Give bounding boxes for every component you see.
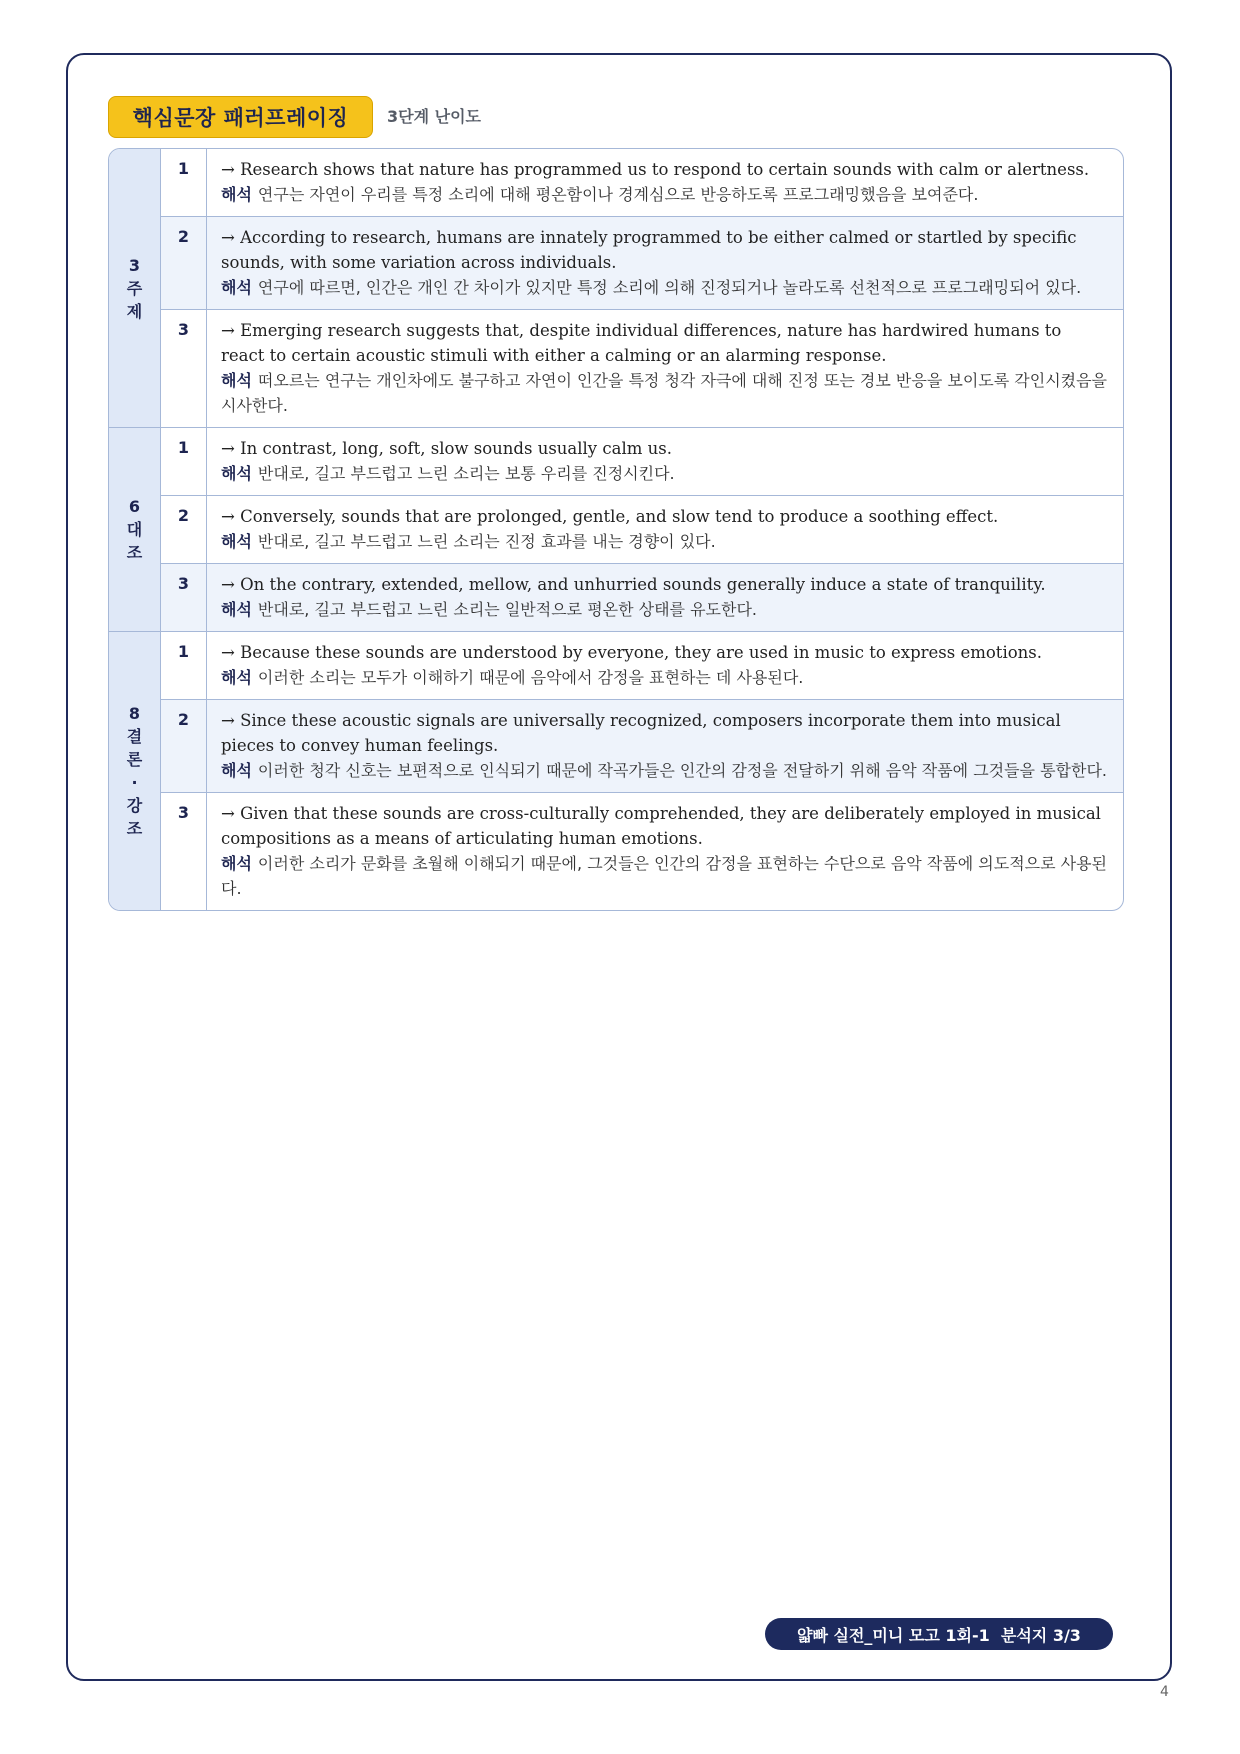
group-topic-label: 6 대 조 <box>126 497 143 562</box>
english-sentence: → Given that these sounds are cross-culturally comprehended, they are deliberately employed in musical compositions as a means of articulating human emotions. <box>221 804 1101 848</box>
korean-translation: 연구에 따르면, 인간은 개인 간 차이가 있지만 특정 소리에 의해 진정되거나 놀라도록 선천적으로 프로그래밍되어 있다. <box>257 278 1082 297</box>
english-sentence: → Research shows that nature has programmed us to respond to certain sounds with calm or alertness. <box>221 160 1090 179</box>
row-number: 1 <box>161 428 207 495</box>
korean-translation: 이러한 소리는 모두가 이해하기 때문에 음악에서 감정을 표현하는 데 사용된다. <box>257 668 804 687</box>
korean-translation: 반대로, 길고 부드럽고 느린 소리는 보통 우리를 진정시킨다. <box>257 464 675 483</box>
table-row <box>161 564 1123 631</box>
footer-label: 얇빠 실전_미니 모고 1회-1 분석지 3/3 <box>765 1618 1113 1650</box>
english-sentence: → On the contrary, extended, mellow, and unhurried sounds generally induce a state of tranquility. <box>221 575 1046 594</box>
table-row <box>161 496 1123 564</box>
english-sentence: → Because these sounds are understood by everyone, they are used in music to express emotions. <box>221 643 1042 662</box>
translation-label: 해석 <box>221 185 252 204</box>
english-sentence: → Since these acoustic signals are universally recognized, composers incorporate them into musical pieces to convey human feelings. <box>221 711 1061 755</box>
translation-label: 해석 <box>221 278 252 297</box>
table-row <box>161 149 1123 217</box>
translation-label: 해석 <box>221 371 252 390</box>
table-group <box>109 632 1123 910</box>
translation-label: 해석 <box>221 854 252 873</box>
row-number: 2 <box>161 217 207 309</box>
group-topic-label: 8 결 론· 강 조 <box>126 704 143 838</box>
korean-translation: 떠오르는 연구는 개인차에도 불구하고 자연이 인간을 특정 청각 자극에 대해 진정 또는 경보 반응을 보이도록 각인시켰음을 시사한다. <box>221 371 1108 415</box>
korean-translation: 연구는 자연이 우리를 특정 소리에 대해 평온함이나 경계심으로 반응하도록 프로그래밍했음을 보여준다. <box>257 185 979 204</box>
row-number: 3 <box>161 310 207 427</box>
english-sentence: → In contrast, long, soft, slow sounds usually calm us. <box>221 439 672 458</box>
table-row <box>161 428 1123 496</box>
paraphrase-table <box>108 148 1124 911</box>
english-sentence: → According to research, humans are innately programmed to be either calmed or startled by specific sounds, with some variation across individuals. <box>221 228 1077 272</box>
group-topic <box>109 149 161 427</box>
table-row <box>161 793 1123 910</box>
table-row <box>161 217 1123 310</box>
table-row <box>161 310 1123 427</box>
english-sentence: → Conversely, sounds that are prolonged, gentle, and slow tend to produce a soothing effect. <box>221 507 999 526</box>
korean-translation: 이러한 청각 신호는 보편적으로 인식되기 때문에 작곡가들은 인간의 감정을 전달하기 위해 음악 작품에 그것들을 통합한다. <box>257 761 1108 780</box>
row-number: 3 <box>161 564 207 631</box>
group-topic-label: 3 주 제 <box>126 255 143 321</box>
row-number: 3 <box>161 793 207 910</box>
table-row <box>161 700 1123 793</box>
difficulty-level: 3단계 난이도 <box>387 107 481 126</box>
row-number: 1 <box>161 632 207 699</box>
section-title-badge: 핵심문장 패러프레이징 <box>108 96 373 138</box>
translation-label: 해석 <box>221 761 252 780</box>
group-topic <box>109 632 161 910</box>
translation-label: 해석 <box>221 600 252 619</box>
row-number: 2 <box>161 496 207 563</box>
row-number: 2 <box>161 700 207 792</box>
korean-translation: 반대로, 길고 부드럽고 느린 소리는 진정 효과를 내는 경향이 있다. <box>257 532 716 551</box>
page-number: 4 <box>1160 1684 1169 1700</box>
table-group <box>109 428 1123 632</box>
table-row <box>161 632 1123 700</box>
translation-label: 해석 <box>221 464 252 483</box>
korean-translation: 반대로, 길고 부드럽고 느린 소리는 일반적으로 평온한 상태를 유도한다. <box>257 600 758 619</box>
group-topic <box>109 428 161 631</box>
korean-translation: 이러한 소리가 문화를 초월해 이해되기 때문에, 그것들은 인간의 감정을 표현하는 수단으로 음악 작품에 의도적으로 사용된다. <box>221 854 1108 898</box>
translation-label: 해석 <box>221 532 252 551</box>
table-group <box>109 149 1123 428</box>
english-sentence: → Emerging research suggests that, despite individual differences, nature has hardwired humans to react to certain acoustic stimuli with either a calming or an alarming response. <box>221 321 1062 365</box>
row-number: 1 <box>161 149 207 216</box>
translation-label: 해석 <box>221 668 252 687</box>
